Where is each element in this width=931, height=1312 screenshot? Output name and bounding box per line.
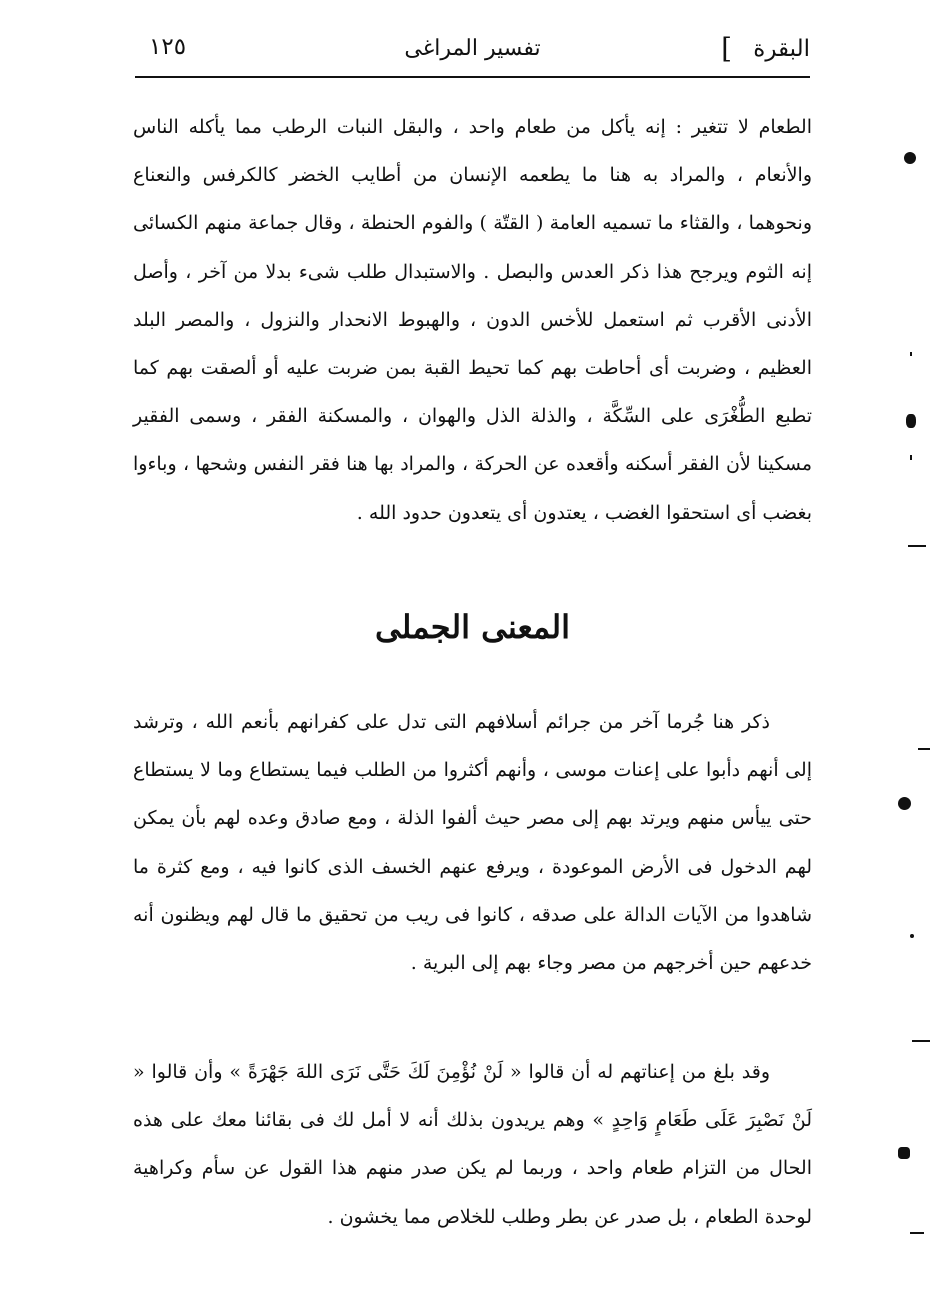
scan-speck xyxy=(910,352,912,356)
running-header xyxy=(135,30,810,80)
header-surah-name: البقرة xyxy=(753,36,810,62)
scan-speck xyxy=(910,1232,924,1234)
scan-speck xyxy=(910,455,912,460)
scan-speck xyxy=(910,934,914,938)
scan-speck xyxy=(908,545,926,547)
scan-speck xyxy=(898,797,911,810)
scan-speck xyxy=(906,414,916,428)
section-heading: المعنى الجملى xyxy=(374,608,571,646)
paragraph-continuation: وقد بلغ من إعناتهم له أن قالوا « لَنْ نُؤْمِنَ لَكَ حَتَّى نَرَى اللهَ جَهْرَةً » وأن قالوا « لَنْ نَصْبِرَ عَلَى طَعَامٍ وَاحِدٍ » وهم يريدون بذلك أنه لا أمل لك فى بقائنا معك على هذه الحال من التزام طعام واحد ، وربما لم يكن صدر منهم هذا القول عن سأم وكراهية لوحدة الطعام ، بل صدر عن بطر وطلب للخلاص مما يخشون . xyxy=(133,1061,812,1228)
page-number: ١٢٥ xyxy=(149,34,187,60)
paragraph-vocabulary: الطعام لا تتغير : إنه يأكل من طعام واحد ، والبقل النبات الرطب مما يأكله الناس والأنعام ، والمراد به هنا ما يطعمه الإنسان من أطايب الخضر كالكرفس والنعناع ونحوهما ، والقثاء ما تسميه العامة ( القتّة ) والفوم الحنطة ، وقال جماعة منهم الكسائى إنه الثوم ويرجح هذا ذكر العدس والبصل . والاستبدال طلب شىء بدلا من آخر ، وأصل الأدنى الأقرب ثم استعمل للأخس الدون ، والهبوط الانحدار والنزول ، والمصر البلد العظيم ، وضربت أى أحاطت بهم كما تحيط القبة بمن ضربت عليه أو ألصقت بهم كما تطبع الطُّغْرَى على السِّكَّة ، والذلة الذل والهوان ، والمسكنة الفقر ، وسمى الفقير مسكينا لأن الفقر أسكنه وأقعده عن الحركة ، والمراد بها هنا فقر النفس وشحها ، وباءوا بغضب أى استحقوا الغضب ، يعتدون أى يتعدون حدود الله . xyxy=(133,116,812,524)
scan-speck xyxy=(904,152,916,164)
header-bracket: ] xyxy=(721,32,732,65)
scan-speck xyxy=(918,748,930,750)
scan-speck xyxy=(912,1040,930,1042)
header-rule xyxy=(135,76,810,78)
paragraph-summary: ذكر هنا جُرما آخر من جرائم أسلافهم التى تدل على كفرانهم بأنعم الله ، وترشد إلى أنهم دأبوا على إعنات موسى ، وأنهم أكثروا من الطلب فيما يستطاع وما لا يستطاع حتى ييأس منهم ويرتد بهم إلى مصر حيث ألفوا الذلة ، ومع صادق وعده لهم بأن يمكن لهم الدخول فى الأرض الموعودة ، ويرفع عنهم الخسف الذى كانوا فيه ، ومع كثرة ما شاهدوا من الآيات الدالة على صدقه ، كانوا فى ريب من تحقيق ما قال لهم ويظنون أنه خدعهم حين أخرجهم من مصر وجاء بهم إلى البرية . xyxy=(133,711,812,975)
scan-speck xyxy=(898,1147,910,1159)
header-book-title: تفسير المراغى xyxy=(404,36,541,61)
